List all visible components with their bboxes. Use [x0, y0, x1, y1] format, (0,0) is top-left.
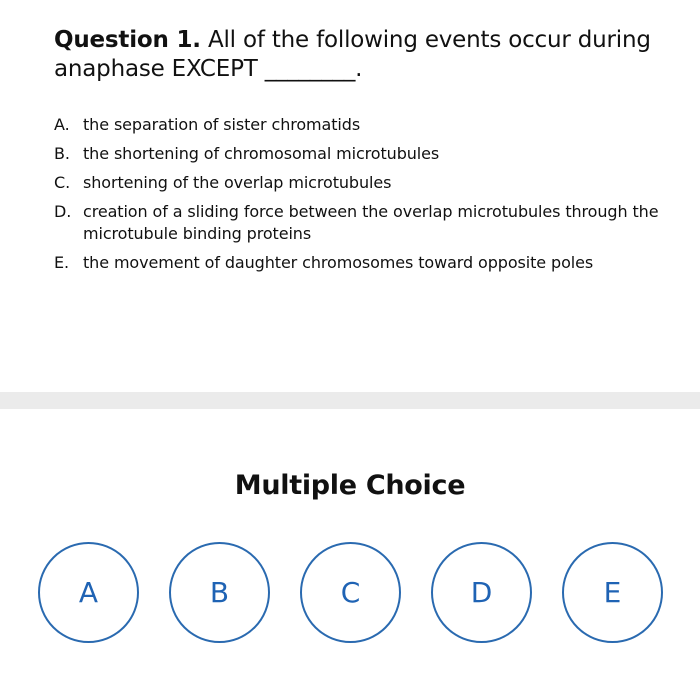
question-text: All of the following events occur during anaphase EXCEPT ________.: [54, 27, 651, 82]
question-prompt: [54, 26, 654, 84]
section-divider: [0, 392, 700, 409]
option-letter: C.: [54, 173, 71, 192]
option-text: the movement of daughter chromosomes toward opposite poles: [83, 253, 594, 272]
answer-options-list: [54, 114, 674, 281]
option-text: the separation of sister chromatids: [83, 115, 361, 134]
option-b: [54, 143, 674, 165]
option-text: creation of a sliding force between the overlap microtubules through the microtubule binding proteins: [83, 202, 659, 243]
multiple-choice-heading: Multiple Choice: [234, 470, 466, 501]
choice-button-e[interactable]: E: [562, 542, 663, 643]
option-d: [54, 201, 674, 245]
option-text: shortening of the overlap microtubules: [83, 173, 392, 192]
option-letter: E.: [54, 253, 69, 272]
option-letter: A.: [54, 115, 70, 134]
option-text: the shortening of chromosomal microtubules: [83, 144, 440, 163]
choice-buttons: [38, 542, 663, 643]
option-letter: B.: [54, 144, 70, 163]
question-label: Question 1.: [54, 27, 201, 53]
option-e: [54, 252, 674, 274]
option-c: [54, 172, 674, 194]
choice-button-c[interactable]: C: [300, 542, 401, 643]
choice-button-b[interactable]: B: [169, 542, 270, 643]
option-a: [54, 114, 674, 136]
choice-button-d[interactable]: D: [431, 542, 532, 643]
option-letter: D.: [54, 202, 72, 221]
choice-button-a[interactable]: A: [38, 542, 139, 643]
